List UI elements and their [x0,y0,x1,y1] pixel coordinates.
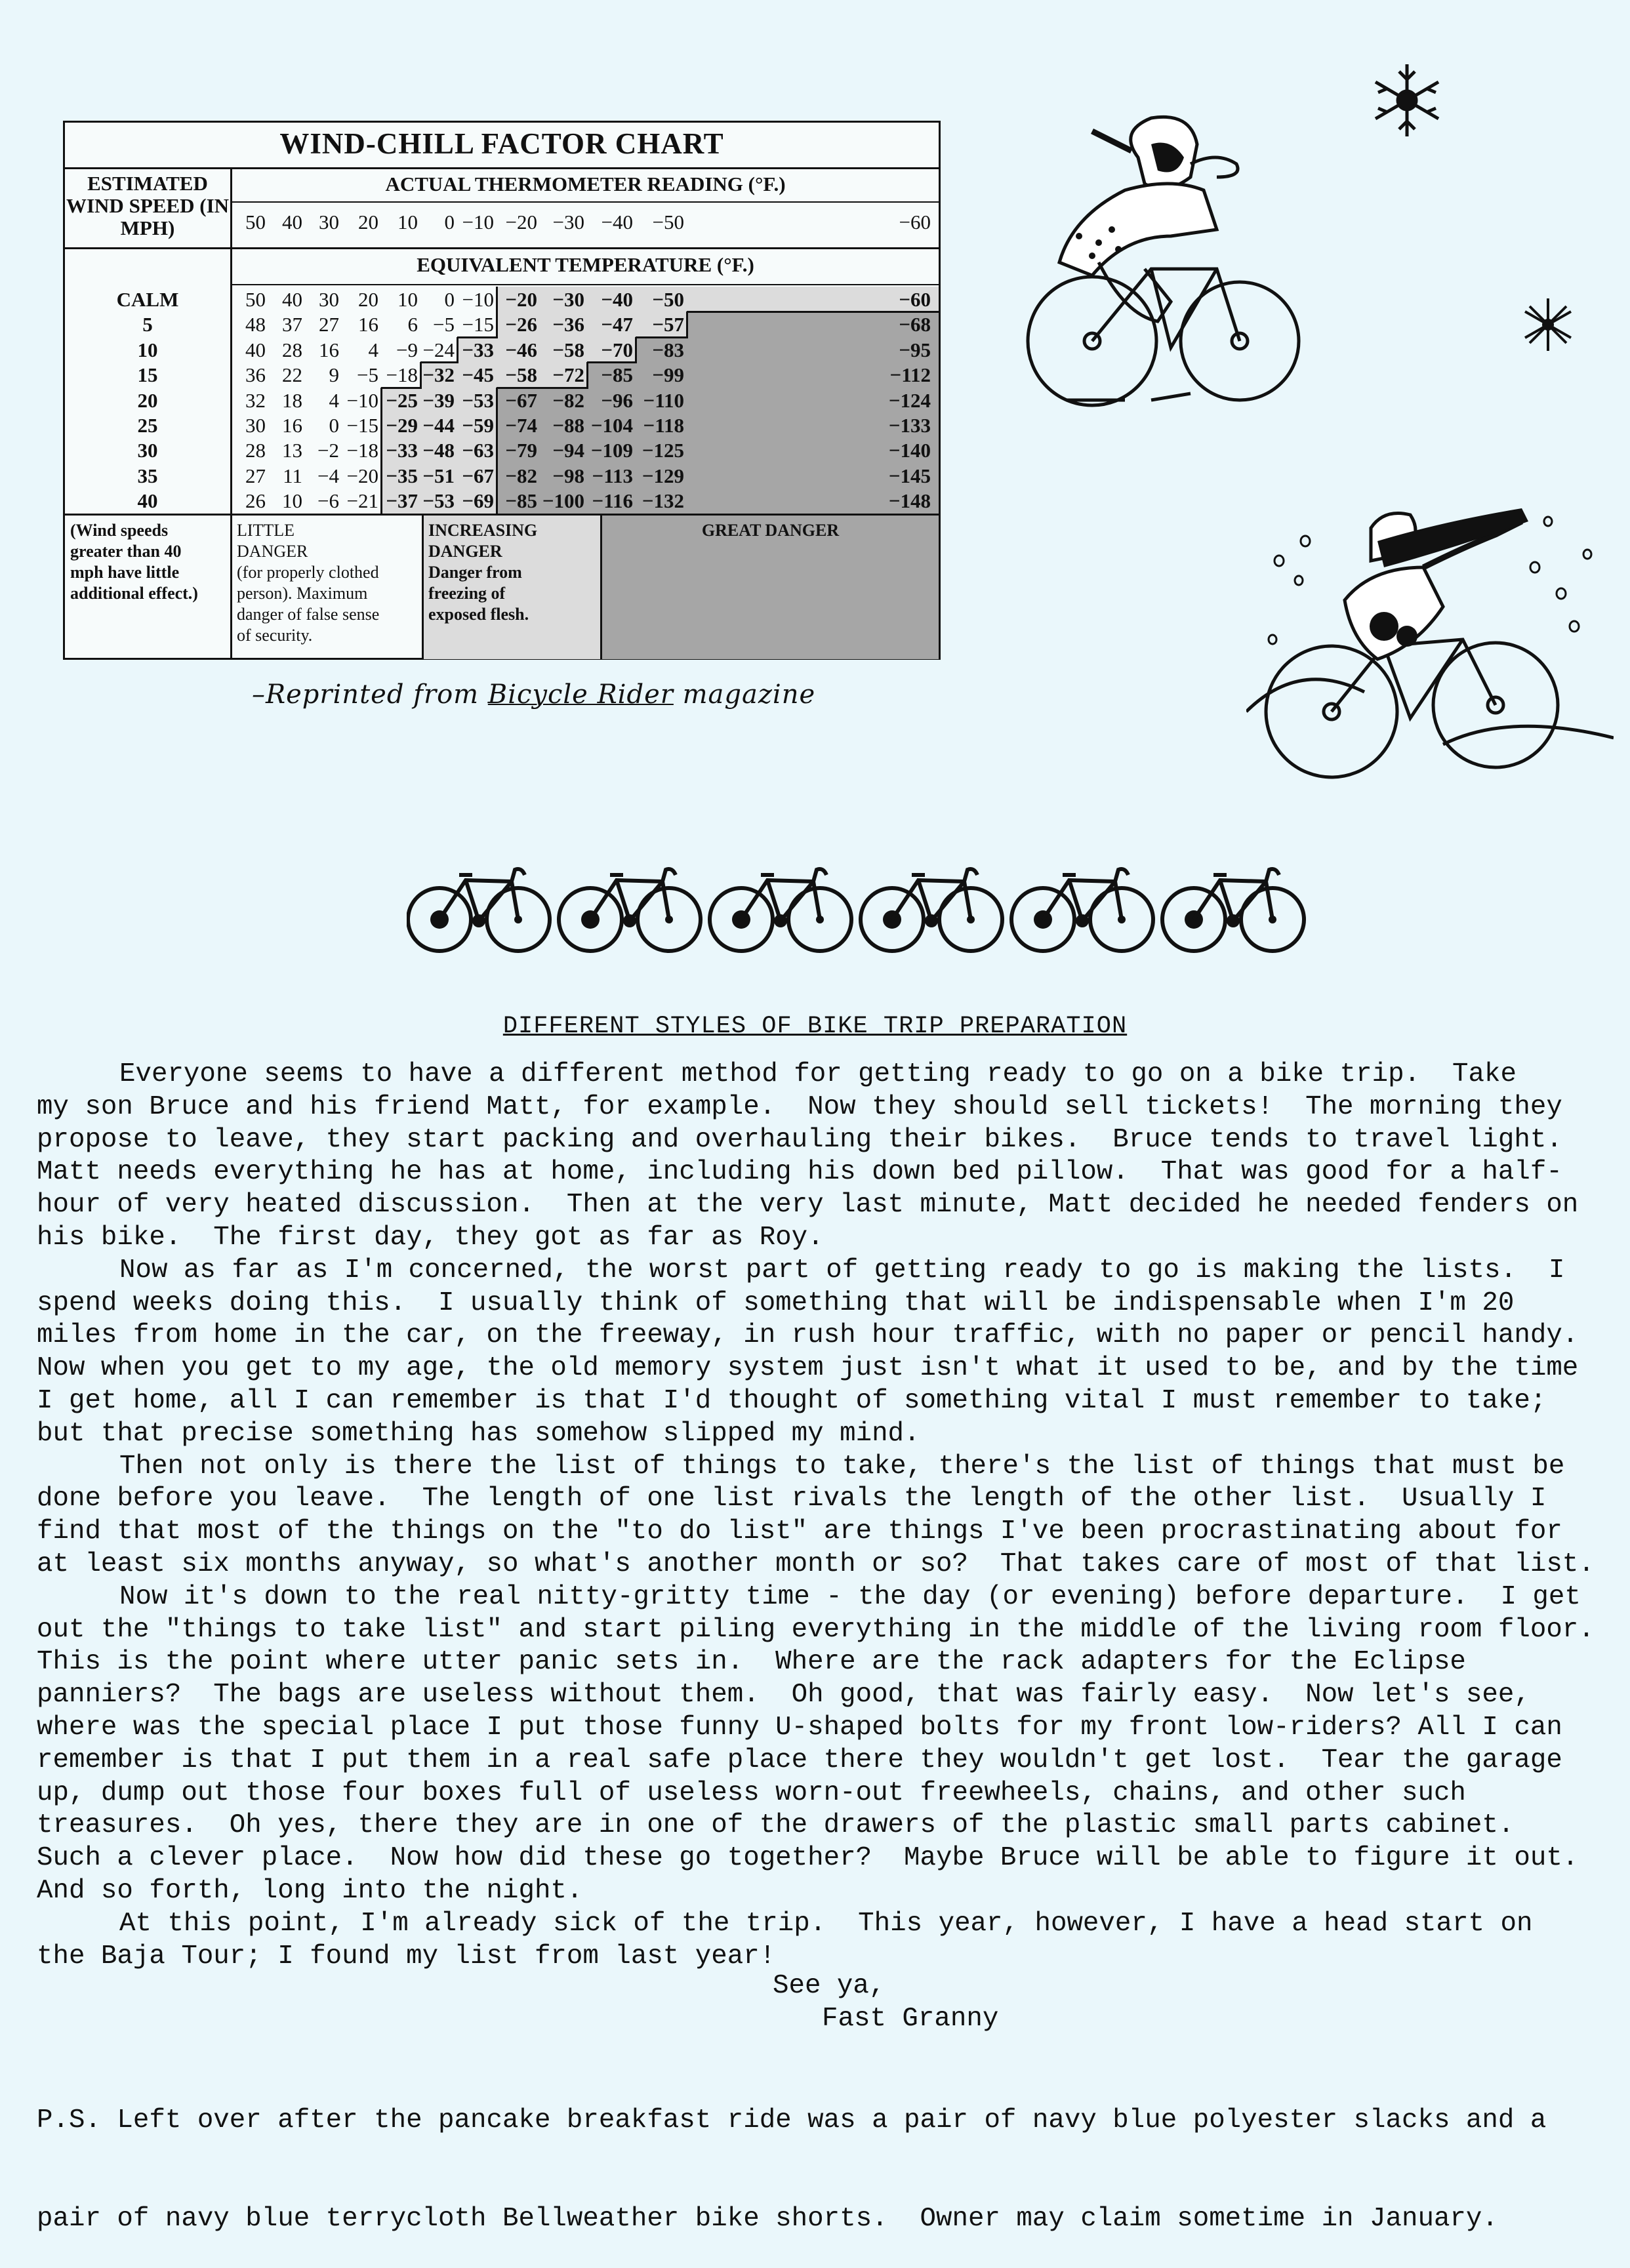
chart-cell: 48 [245,313,266,336]
chart-cell: −20 [505,288,537,311]
cold-cyclist-illustration [1020,105,1302,413]
chart-cell: 0 [329,414,339,437]
legend-great-danger: GREAT DANGER [701,521,840,540]
author-name: Fast Granny [822,2004,999,2034]
legend-little-danger: LITTLE DANGER (for properly clothed person). Maximum danger of false sense of security. [237,521,380,645]
chart-cell: −58 [552,338,584,361]
chart-cell: 36 [245,363,266,387]
chart-cell: −140 [888,439,931,462]
chart-cell: −129 [642,464,684,487]
article-line: Such a clever place. Now how did these go together? Maybe Bruce will be able to figure it out. [37,1843,1579,1874]
wind-speed-label: 5 [142,313,153,336]
chart-cell: 37 [282,313,302,336]
ps-line: P.S. Left over after the pancake breakfast ride was a pair of navy blue polyester slacks and a [37,2105,1547,2136]
chart-cell: 6 [407,313,418,336]
chart-cell: 30 [319,288,339,311]
chart-cell: −39 [422,388,455,412]
column-heading: 0 [444,211,455,233]
chart-cell: 27 [319,313,339,336]
chart-cell: 10 [282,489,302,513]
wind-speed-label: 25 [137,414,158,437]
chart-cell: 22 [282,363,302,387]
chart-cell: −96 [601,388,633,412]
column-group-label: ACTUAL THERMOMETER READING (°F.) [385,172,786,195]
article-line: panniers? The bags are useless without them. Oh good, that was fairly easy. Now let's see, [37,1680,1530,1711]
chart-cell: −79 [505,439,537,462]
chart-cell: 4 [368,338,378,361]
chart-cell: −109 [590,439,633,462]
reprint-caption: –Reprinted from Bicycle Rider magazine [252,679,816,710]
article-line: miles from home in the car, on the freeway, in rush hour traffic, with no paper or pencil handy. [37,1320,1579,1351]
bicycle-row-divider [407,861,1318,959]
column-heading: 10 [397,211,418,233]
chart-cell: 11 [283,464,302,487]
legend-note: (Wind speeds greater than 40 mph have little additional effect.) [70,521,198,603]
chart-cell: 40 [245,338,266,361]
column-heading: 20 [358,211,378,233]
article-line: Now it's down to the real nitty-gritty time - the day (or evening) before departure. I get [119,1581,1581,1612]
chart-cell: 50 [245,288,266,311]
magazine-name: Bicycle Rider [487,679,674,710]
ps-line: pair of navy blue terrycloth Bellweather bike shorts. Owner may claim sometime in January. [37,2204,1498,2234]
column-heading: 30 [319,211,339,233]
chart-cell: −21 [346,489,378,513]
chart-cell: −30 [552,288,584,311]
article-line: Everyone seems to have a different method for getting ready to go on a bike trip. Take [119,1059,1517,1089]
chart-cell: −82 [505,464,537,487]
chart-cell: −32 [422,363,455,387]
chart-cell: −85 [601,363,633,387]
snow-cyclist-illustration [1246,495,1614,790]
chart-cell: 28 [245,439,266,462]
column-heading: 40 [282,211,302,233]
article-line: treasures. Oh yes, there they are in one of the drawers of the plastic small parts cabinet. [37,1810,1515,1841]
wind-speed-label: 35 [137,464,158,487]
chart-cell: −132 [642,489,684,513]
chart-cell: −53 [462,388,494,412]
article-line: done before you leave. The length of one list rivals the length of the other list. Usually I [37,1484,1547,1514]
chart-cell: −10 [462,288,494,311]
chart-title: WIND-CHILL FACTOR CHART [279,127,724,160]
chart-cell: 16 [358,313,378,336]
chart-cell: −100 [542,489,584,513]
chart-cell: −85 [505,489,537,513]
article-line: Matt needs everything he has at home, including his down bed pillow. That was good for a half- [37,1157,1562,1188]
article-line: where was the special place I put those funny U-shaped bolts for my front low-riders? All I can [37,1712,1562,1743]
chart-cell: −25 [386,388,418,412]
postscript [37,2038,1546,2268]
row-header: ESTIMATED WIND SPEED (IN MPH) [66,172,230,239]
chart-cell: −47 [601,313,633,336]
chart-cell: 4 [329,388,339,412]
chart-cell: −124 [888,388,931,412]
column-heading: −40 [601,211,633,233]
wind-speed-label: 10 [137,338,158,361]
chart-cell: −60 [899,288,931,311]
chart-cell: −26 [505,313,537,336]
chart-cell: −37 [386,489,418,513]
article-line: find that most of the things on the "to do list" are things I've been procrastinating about for [37,1516,1562,1547]
chart-cell: 28 [282,338,302,361]
article-line: Then not only is there the list of things to take, there's the list of things that must be [119,1451,1565,1482]
chart-cell: −67 [462,464,494,487]
article-line: At this point, I'm already sick of the trip. This year, however, I have a head start on [119,1908,1533,1939]
legend-increasing-danger: INCREASING DANGER Danger from freezing of exposed flesh. [428,521,538,624]
snowflake-small-icon [1518,295,1578,354]
chart-cell: −15 [462,313,494,336]
chart-cell: −15 [346,414,378,437]
article-line: propose to leave, they start packing and overhauling their bikes. Bruce tends to travel light. [37,1124,1562,1155]
chart-cell: −63 [462,439,494,462]
chart-cell: −57 [652,313,684,336]
chart-cell: −45 [462,363,494,387]
wind-speed-label: 40 [137,489,158,513]
chart-cell: 13 [282,439,302,462]
chart-cell: −133 [888,414,931,437]
chart-cell: −51 [422,464,455,487]
chart-cell: 9 [329,363,339,387]
chart-cell: −83 [652,338,684,361]
chart-cell: −95 [899,338,931,361]
article-line: hour of very heated discussion. Then at the very last minute, Matt decided he needed fenders on [37,1190,1579,1221]
chart-cell: 27 [245,464,266,487]
chart-cell: −9 [396,338,418,361]
article-line: And so forth, long into the night. [37,1875,583,1906]
article-line: out the "things to take list" and start piling everything in the middle of the living room floor. [37,1614,1595,1645]
article-line: my son Bruce and his friend Matt, for example. Now they should sell tickets! The morning they [37,1091,1562,1122]
chart-cell: −20 [346,464,378,487]
wind-speed-label: 20 [137,388,158,412]
wind-speed-label: 15 [137,363,158,387]
article-line: This is the point where utter panic sets in. Where are the rack adapters for the Eclipse [37,1647,1466,1678]
chart-cell: −82 [552,388,584,412]
chart-cell: −18 [346,439,378,462]
article-line: the Baja Tour; I found my list from last year! [37,1941,776,1972]
chart-cell: 20 [358,288,378,311]
article-line: up, dump out those four boxes full of useless worn-out freewheels, chains, and other such [37,1777,1466,1808]
article-title: DIFFERENT STYLES OF BIKE TRIP PREPARATION [502,1013,1128,1040]
chart-cell: 40 [282,288,302,311]
chart-cell: −72 [552,363,584,387]
chart-cell: −50 [652,288,684,311]
chart-cell: −67 [505,388,537,412]
chart-cell: −88 [552,414,584,437]
chart-cell: −69 [462,489,494,513]
chart-cell: −53 [422,489,455,513]
chart-cell: −110 [643,388,684,412]
chart-cell: 16 [282,414,302,437]
chart-cell: 26 [245,489,266,513]
article-body [37,1059,1611,1973]
signoff-greeting: See ya, [773,1971,886,2001]
chart-cell: −94 [552,439,584,462]
wind-speed-label: 30 [137,439,158,462]
chart-cell: −4 [317,464,339,487]
article-line: his bike. The first day, they got as far as Roy. [37,1222,824,1253]
wind-speed-label: CALM [116,288,179,311]
chart-cell: −116 [592,489,633,513]
column-heading: 50 [245,211,266,233]
chart-cell: 18 [282,388,302,412]
chart-cell: −70 [601,338,633,361]
chart-cell: −24 [422,338,455,361]
chart-cell: −104 [590,414,633,437]
chart-cell: −33 [462,338,494,361]
chart-cell: −59 [462,414,494,437]
chart-cell: −145 [888,464,931,487]
chart-cell: 30 [245,414,266,437]
chart-cell: −40 [601,288,633,311]
chart-cell: −113 [592,464,633,487]
wind-chill-chart [63,121,941,660]
chart-cell: 0 [444,288,455,311]
article-line: remember is that I put them in a real safe place there they wouldn't get lost. Tear the garage [37,1745,1562,1775]
chart-cell: −36 [552,313,584,336]
article-line: but that precise something has somehow slipped my mind. [37,1418,920,1449]
chart-cell: −58 [505,363,537,387]
chart-cell: −44 [422,414,455,437]
chart-cell: −5 [357,363,378,387]
chart-cell: −10 [346,388,378,412]
article-line: I get home, all I can remember is that I'd thought of something vital I must remember to take; [37,1385,1547,1416]
chart-cell: −35 [386,464,418,487]
article-line: spend weeks doing this. I usually think of something that will be indispensable when I'm 20 [37,1287,1515,1318]
chart-cell: −118 [643,414,684,437]
chart-cell: −46 [505,338,537,361]
column-heading: −30 [552,211,584,233]
chart-cell: −74 [505,414,537,437]
chart-cell: −68 [899,313,931,336]
chart-cell: 10 [397,288,418,311]
chart-cell: −2 [317,439,339,462]
snowflake-icon [1364,58,1450,143]
column-heading: −20 [505,211,537,233]
column-heading: −60 [899,211,931,233]
chart-cell: −99 [652,363,684,387]
chart-cell: −148 [888,489,931,513]
chart-cell: −29 [386,414,418,437]
article-line: Now as far as I'm concerned, the worst part of getting ready to go is making the lists. I [119,1255,1565,1286]
chart-cell: −112 [889,363,931,387]
value-label: EQUIVALENT TEMPERATURE (°F.) [417,253,754,276]
column-heading: −10 [462,211,494,233]
chart-cell: −98 [552,464,584,487]
chart-cell: −125 [642,439,684,462]
column-heading: −50 [652,211,684,233]
chart-cell: −5 [433,313,455,336]
chart-cell: −48 [422,439,455,462]
chart-cell: −18 [386,363,418,387]
article-line: Now when you get to my age, the old memory system just isn't what it used to be, and by the time [37,1353,1579,1384]
chart-cell: −33 [386,439,418,462]
chart-cell: 16 [319,338,339,361]
chart-cell: 32 [245,388,266,412]
article-line: at least six months anyway, so what's another month or so? That takes care of most of that list. [37,1549,1595,1579]
chart-cell: −6 [317,489,339,513]
